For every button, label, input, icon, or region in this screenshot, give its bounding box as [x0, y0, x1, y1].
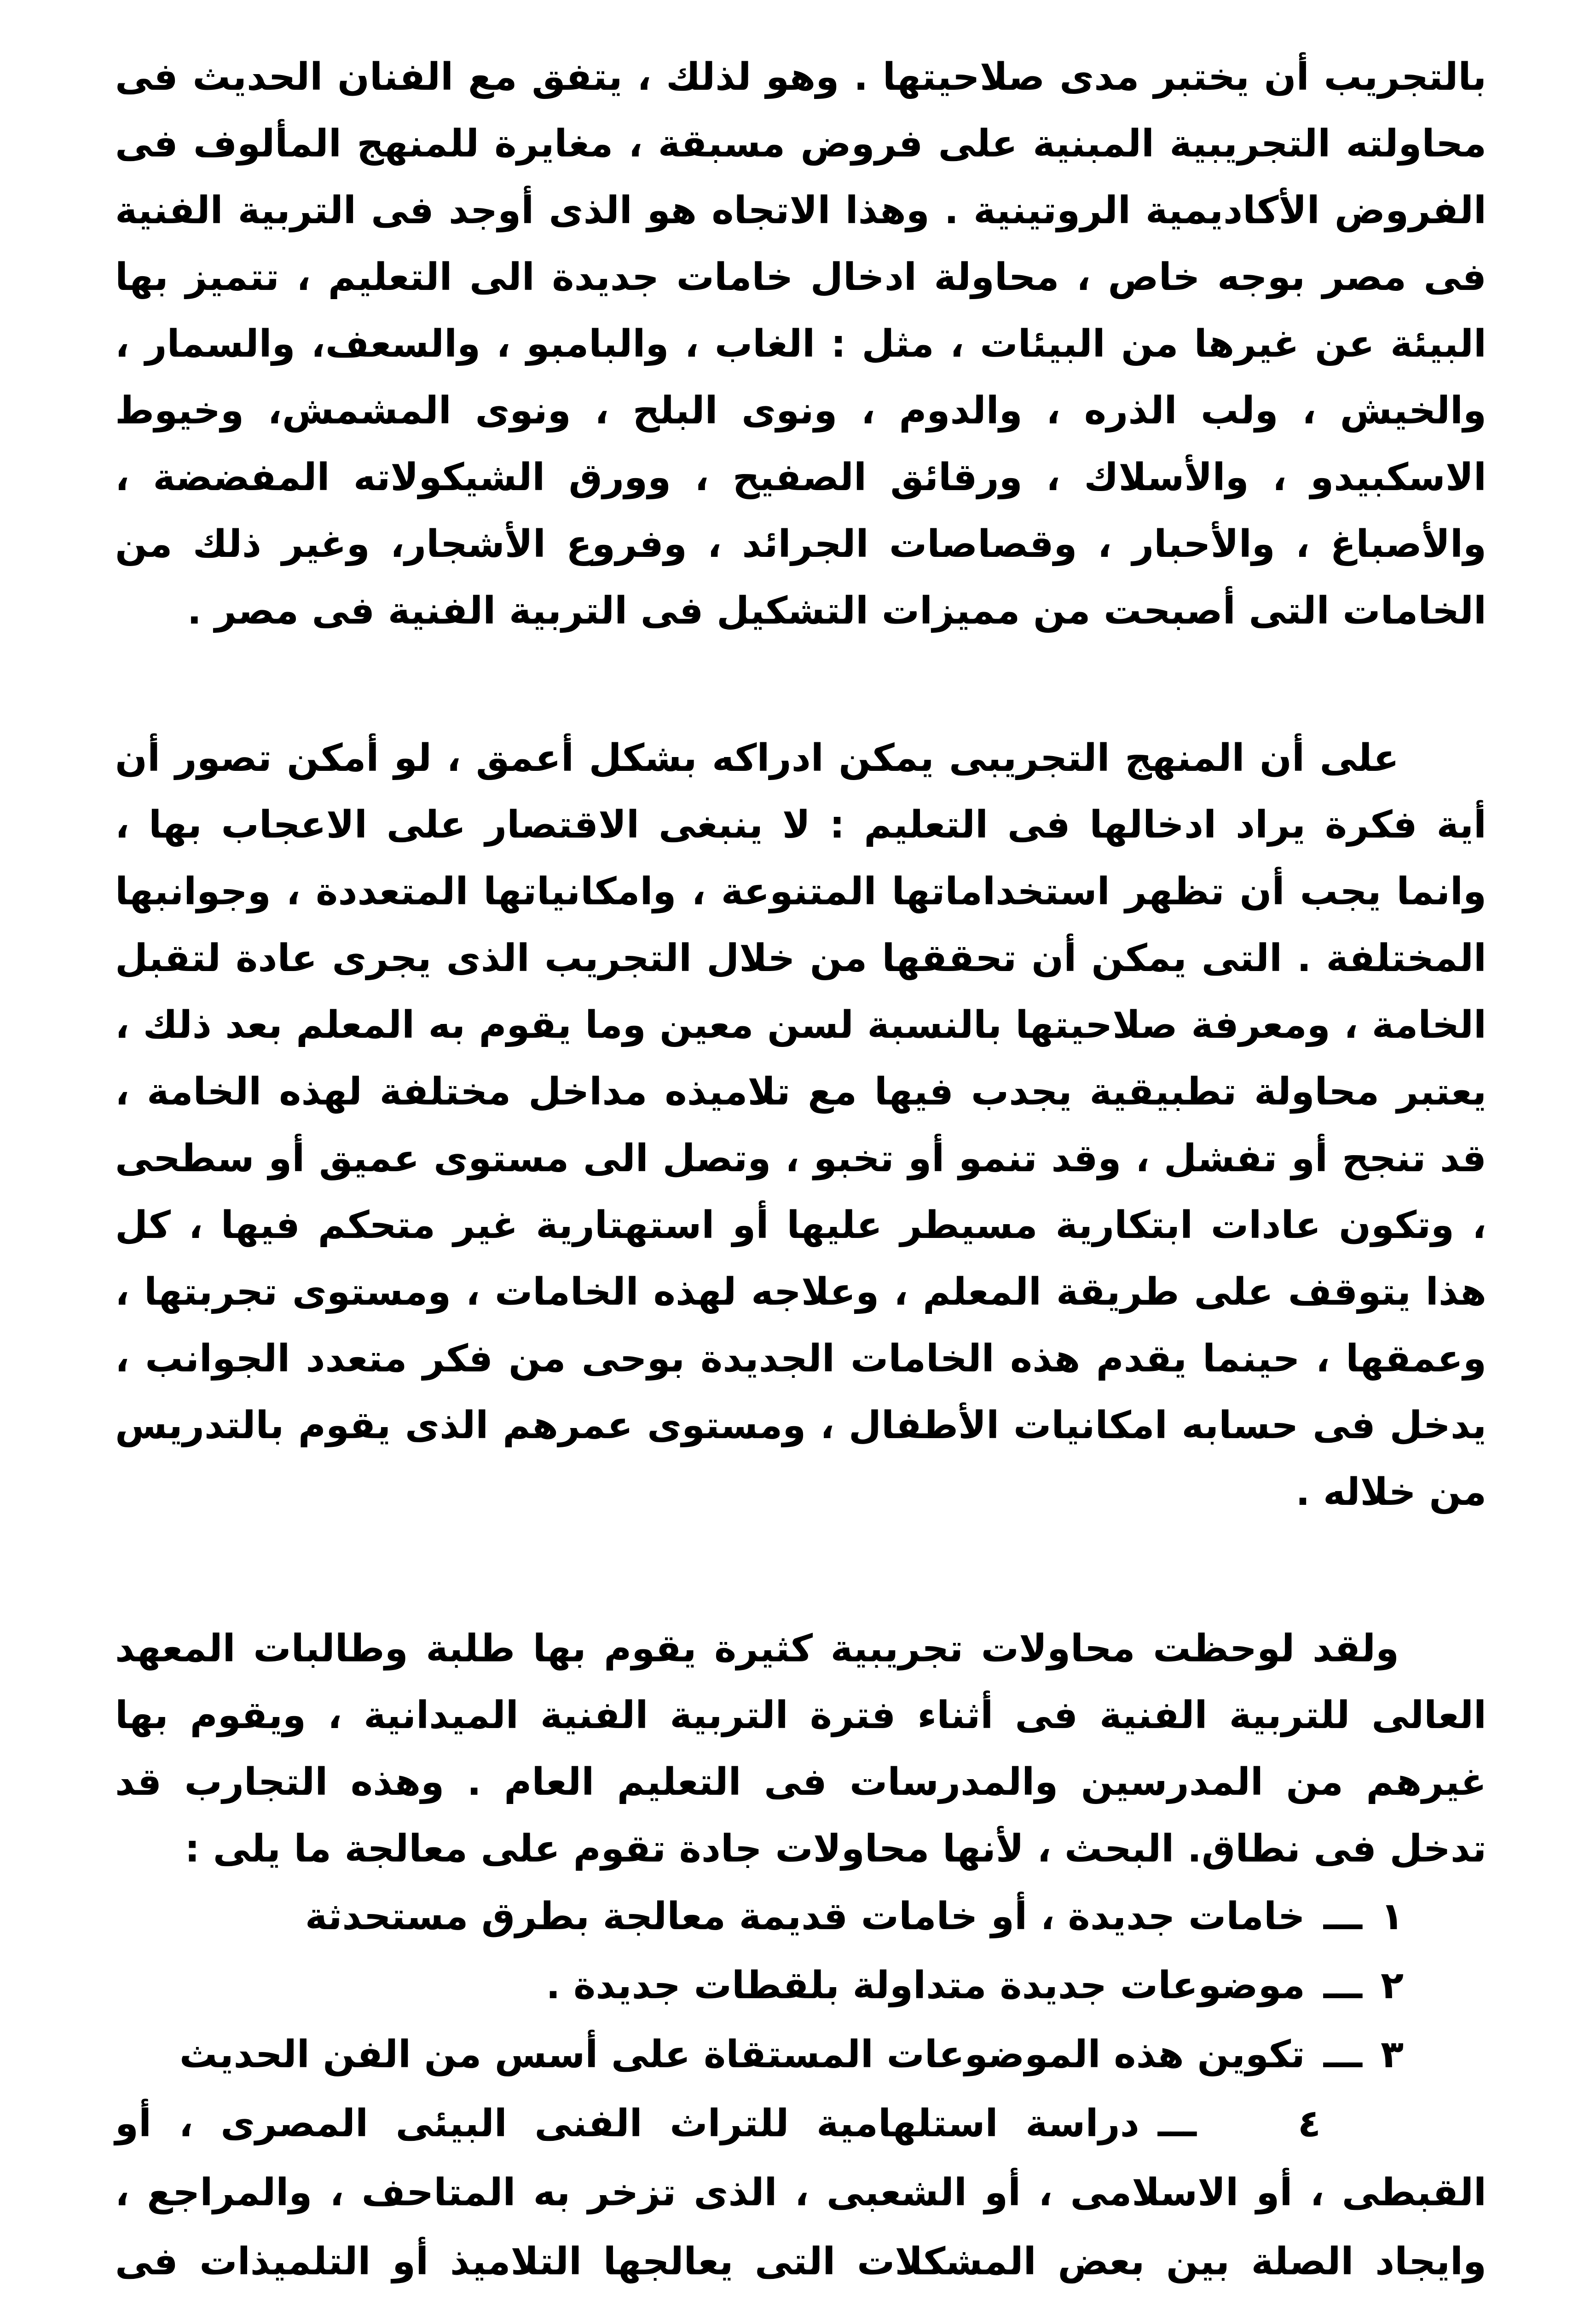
list-item-text: موضوعات جديدة متداولة بلقطات جديدة . — [546, 1964, 1305, 2007]
document-page — [115, 44, 1486, 2301]
paragraph-1-text: بالتجريب أن يختبر مدى صلاحيتها . وهو لذلك ، يتفق مع الفنان الحديث فى محاولته التجريبية المبنية على فروض مسبقة ، مغايرة للمنهج المألوف فى الفروض الأكاديمية الروتينية . وهذا الاتجاه هو الذى أوجد فى التربية الفنية فى مصر بوجه خاص ، محاولة ادخال خامات جديدة الى التعليم ، تتميز بها البيئة عن غيرها من البيئات ، مثل : الغاب ، والبامبو ، والسعف، والسمار ، والخيش ، ولب الذره ، والدوم ، ونوى البلح ، ونوى المشمش، وخيوط الاسكبيدو ، والأسلاك ، ورقائق الصفيح ، وورق الشيكولاته المفضضة ، والأصباغ ، والأحبار ، وقصاصات الجرائد ، وفروع الأشجار، وغير ذلك من الخامات التى أصبحت من مميزات التشكيل فى التربية الفنية فى مصر . — [115, 55, 1486, 633]
numbered-list — [115, 1882, 1486, 2301]
list-item-text: خامات جديدة ، أو خامات قديمة معالجة بطرق مستحدثة — [305, 1895, 1305, 1938]
list-item-text: دراسة استلهامية للتراث الفنى البيئى المصرى ، أو القبطى ، أو الاسلامى ، أو الشعبى ، الذى تزخر به المتاحف ، والمراجع ، وايجاد الصلة بين بعض المشكلات التى يعالجها التلاميذ أو التلميذات فى — [115, 2102, 1486, 2284]
list-item — [115, 2020, 1486, 2089]
paragraph-gap — [115, 644, 1486, 725]
list-item — [115, 2089, 1486, 2301]
paragraph-2-text: على أن المنهج التجريبى يمكن ادراكه بشكل أعمق ، لو أمكن تصور أن أية فكرة يراد ادخالها فى التعليم : لا ينبغى الاقتصار على الاعجاب بها ، وانما يجب أن تظهر استخداماتها المتنوعة ، وامكانياتها المتعددة ، وجوانبها المختلفة . التى يمكن أن تحققها من خلال التجريب الذى يجرى عادة لتقبل الخامة ، ومعرفة صلاحيتها بالنسبة لسن معين وما يقوم به المعلم بعد ذلك ، يعتبر محاولة تطبيقية يجدب فيها مع تلاميذه مداخل مختلفة لهذه الخامة ، قد تنجح أو تفشل ، وقد تنمو أو تخبو ، وتصل الى مستوى عميق أو سطحى ، وتكون عادات ابتكارية مسيطر عليها أو استهتارية غير متحكم فيها ، كل هذا يتوقف على طريقة المعلم ، وعلاجه لهذه الخامات ، ومستوى تجربتها ، وعمقها ، حينما يقدم هذه الخامات الجديدة بوحى من فكر متعدد الجوانب ، يدخل فى حسابه امكانيات الأطفال ، ومستوى عمرهم الذى يقوم بالتدريس من خلاله . — [115, 736, 1486, 1514]
list-item-dash: ـــ — [1323, 1895, 1362, 1938]
list-item-dash: ـــ — [1323, 1964, 1362, 2007]
list-item-text: تكوين هذه الموضوعات المستقاة على أسس من الفن الحديث — [179, 2033, 1305, 2076]
list-item — [115, 1882, 1486, 1951]
list-item-number: ٣ — [1380, 2033, 1404, 2076]
list-item-dash: ـــ — [1323, 2033, 1362, 2076]
list-item — [115, 1951, 1486, 2020]
paragraph-3 — [115, 1615, 1486, 1882]
paragraph-3-text: ولقد لوحظت محاولات تجريبية كثيرة يقوم بها طلبة وطالبات المعهد العالى للتربية الفنية فى أثناء فترة التربية الفنية الميدانية ، ويقوم بها غيرهم من المدرسين والمدرسات فى التعليم العام . وهذه التجارب قد تدخل فى نطاق. البحث ، لأنها محاولات جادة تقوم على معالجة ما يلى : — [115, 1627, 1486, 1871]
paragraph-1 — [115, 44, 1486, 644]
paragraph-2 — [115, 725, 1486, 1526]
list-item-dash: ـــ — [1157, 2102, 1197, 2145]
list-item-number: ٢ — [1380, 1964, 1404, 2007]
paragraph-gap — [115, 1526, 1486, 1615]
list-item-number: ١ — [1380, 1895, 1404, 1938]
list-item-number: ٤ — [1297, 2102, 1321, 2145]
